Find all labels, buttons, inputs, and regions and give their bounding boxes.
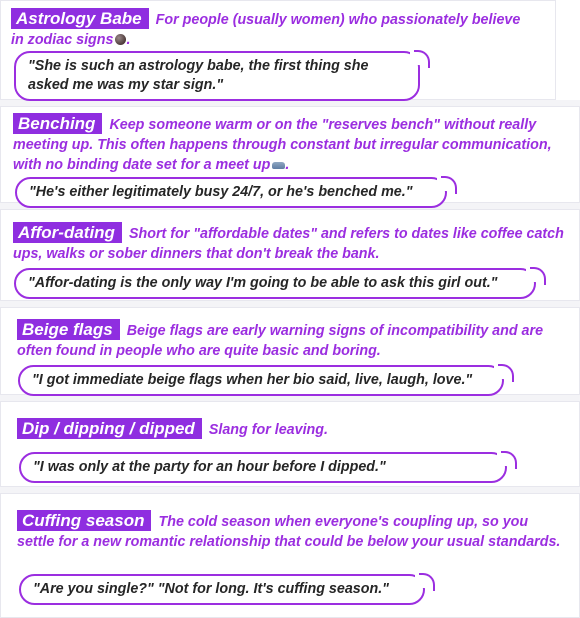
term-label: Dip / dipping / dipped (17, 418, 202, 439)
bubble-tail (530, 267, 546, 285)
quote-highlight: dipped (328, 459, 376, 475)
definition-text (13, 113, 561, 175)
definition-body: For people (usually women) who passionately believe in zodiac signs (11, 12, 521, 48)
definition-end: . (126, 32, 131, 48)
definition-text (17, 510, 567, 552)
couch-icon (272, 162, 285, 169)
slang-card-beige-flags (0, 307, 580, 395)
definition-text (17, 319, 567, 361)
definition-body: Slang for leaving. (208, 422, 328, 438)
term-label: Beige flags (17, 319, 120, 340)
definition-end: . (285, 157, 290, 173)
slang-card-affor-dating (0, 209, 580, 301)
quote-text-end: me." (377, 184, 413, 200)
slang-card-benching (0, 106, 580, 203)
definition-text (11, 8, 531, 50)
definition-text (13, 222, 579, 264)
example-quote-bubble (15, 177, 447, 208)
quote-text: "I was only at the party for an hour before I (33, 459, 329, 475)
quote-text-end: ." (375, 459, 386, 475)
crystal-ball-icon (115, 34, 126, 45)
bubble-tail (414, 50, 430, 68)
term-label: Benching (13, 113, 102, 134)
slang-card-dip (0, 401, 580, 487)
quote-text-end: ." (378, 581, 389, 597)
definition-body: The cold season when everyone's coupling up, so you settle for a new romantic relationship that could be below your usual standards. (17, 514, 561, 550)
definition-body: Beige flags are early warning signs of incompatibility and are often found in people who are quite basic and boring. (17, 323, 544, 359)
bubble-tail (419, 573, 435, 591)
quote-highlight: benched (318, 184, 378, 200)
example-quote-bubble (19, 574, 425, 605)
quote-text: " (28, 275, 35, 291)
quote-text: "I got immediate (32, 372, 148, 388)
slang-card-cuffing-season (0, 493, 580, 618)
definition-body: Keep someone warm or on the "reserves bench" without really meeting up. This often happens through constant but irregular communication, with no binding date set for a meet up (13, 117, 552, 173)
term-label: Affor-dating (13, 222, 122, 243)
term-label: Cuffing season (17, 510, 151, 531)
term-label: Astrology Babe (11, 8, 149, 29)
example-quote-bubble (19, 452, 507, 483)
example-quote-bubble (14, 268, 536, 299)
bubble-tail (501, 451, 517, 469)
example-quote-bubble (14, 51, 420, 101)
quote-text-end: when her bio said, live, laugh, love." (222, 372, 473, 388)
example-quote-bubble (18, 365, 504, 396)
quote-highlight: cuffing season (277, 581, 379, 597)
definition-text (17, 418, 567, 440)
bubble-tail (498, 364, 514, 382)
definition-body: Short for "affordable dates" and refers to dates like coffee catch ups, walks or sober dinners that don't break the bank. (13, 226, 564, 262)
slang-card-astrology-babe (0, 0, 556, 100)
quote-text: "Are you single?" "Not for long. It's (33, 581, 278, 597)
quote-highlight: Affor-dating (34, 275, 117, 291)
quote-text-end: is the only way I'm going to be able to ask this girl out." (116, 275, 498, 291)
quote-highlight: beige flags (147, 372, 223, 388)
bubble-tail (441, 176, 457, 194)
quote-text: "She is such an astrology babe, the first thing she asked me was my star sign." (28, 58, 369, 93)
quote-text: "He's either legitimately busy 24/7, or he's (29, 184, 319, 200)
